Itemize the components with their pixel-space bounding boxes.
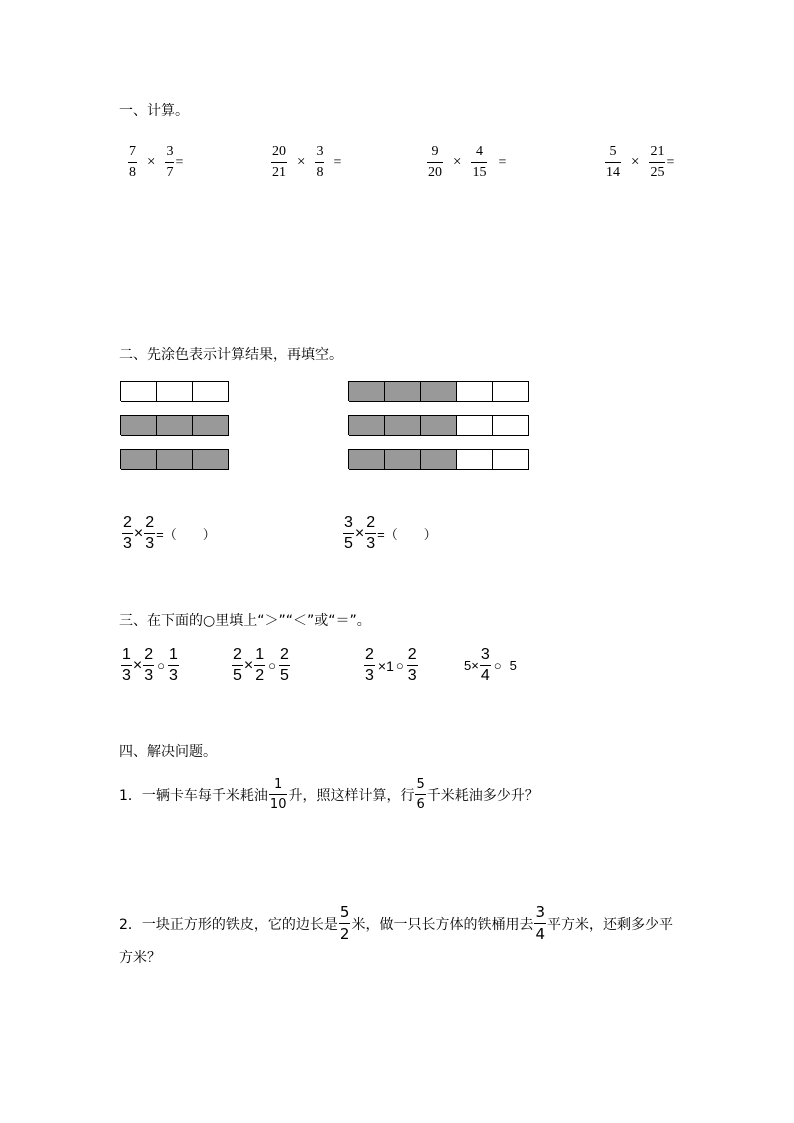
fraction: $\frac{3}{5}$ (344, 514, 353, 552)
fraction: $\frac{2}{5}$ (233, 646, 242, 684)
grid-cell-empty[interactable] (193, 381, 229, 402)
fraction: $\frac{1}{3}$ (122, 646, 131, 684)
fraction: $\frac{3}{4}$ (480, 646, 490, 684)
grid-cell-shaded[interactable] (193, 415, 229, 436)
section3-heading: 三、在下面的○里填上“＞”“＜”或“＝”。 (119, 613, 371, 629)
fraction: $\frac{5}{6}$ (416, 777, 425, 812)
grid-row (120, 381, 229, 401)
grid-cell-shaded[interactable] (421, 415, 457, 436)
compare-item-2: $\frac{2}{5}$ × $\frac{1}{2}$ ○ $\frac{2}{5}$ (233, 646, 289, 684)
grid-cell-empty[interactable] (493, 449, 529, 470)
fraction: $\frac{2}{3}$ (366, 514, 376, 552)
grid-cell-shaded[interactable] (349, 381, 385, 402)
fraction: $\frac{7}{8}$ (129, 144, 136, 180)
section2-heading: 二、先涂色表示计算结果，再填空。 (119, 347, 343, 363)
fraction: $\frac{2}{3}$ (123, 514, 132, 552)
grid-cell-empty[interactable] (157, 381, 193, 402)
grid-row (348, 381, 529, 401)
fill-blank-left: $\frac{2}{3}$ × $\frac{2}{3}$ =（ ） (123, 514, 216, 552)
compare-circle[interactable]: ○ (395, 658, 404, 673)
compare-item-4: 5× $\frac{3}{4}$ ○ 5 (464, 646, 517, 684)
grid-row (348, 449, 529, 469)
fraction: $\frac{9}{20}$ (428, 144, 442, 180)
grid-cell-shaded[interactable] (157, 415, 193, 436)
grid-row (120, 415, 229, 435)
shading-grid-right (348, 381, 529, 469)
fraction: $\frac{2}{3}$ (144, 646, 154, 684)
grid-cell-shaded[interactable] (193, 449, 229, 470)
word-problem-2-continued: 方米？ (119, 950, 161, 966)
grid-cell-shaded[interactable] (421, 381, 457, 402)
calc-problem-4: $\frac{5}{14}$ × $\frac{21}{25}$ = (606, 144, 675, 180)
grid-cell-empty[interactable] (457, 381, 493, 402)
word-problem-2: 2．一块正方形的铁皮，它的边长是 $\frac{5}{2}$ 米，做一只长方体的铁桶用去 $\frac{3}{4}$ 平方米，还剩多少平 (119, 903, 674, 943)
compare-circle[interactable]: ○ (493, 658, 502, 673)
grid-cell-shaded[interactable] (121, 415, 157, 436)
fraction: $\frac{2}{3}$ (407, 646, 417, 684)
word-problem-1: 1．一辆卡车每千米耗油 $\frac{1}{10}$ 升，照这样计算，行 $\frac{5}{6}$ 千米耗油多少升？ (119, 777, 539, 812)
shading-grid-left (120, 381, 229, 469)
fill-blank-right: $\frac{3}{5}$ × $\frac{2}{3}$ =（ ） (344, 514, 437, 552)
fraction: $\frac{1}{10}$ (269, 777, 287, 812)
compare-circle[interactable]: ○ (268, 658, 277, 673)
grid-cell-shaded[interactable] (385, 449, 421, 470)
compare-item-3: $\frac{2}{3}$ ×1 ○ $\frac{2}{3}$ (365, 646, 417, 684)
fraction: $\frac{3}{8}$ (316, 144, 324, 180)
answer-blank[interactable]: =（ ） (377, 527, 437, 542)
fraction: $\frac{3}{4}$ (535, 903, 546, 943)
fraction: $\frac{20}{21}$ (272, 144, 286, 180)
fraction: $\frac{1}{3}$ (169, 646, 178, 684)
compare-item-1: $\frac{1}{3}$ × $\frac{2}{3}$ ○ $\frac{1}{3}$ (122, 646, 178, 684)
answer-blank[interactable]: =（ ） (156, 527, 216, 542)
fraction: $\frac{5}{2}$ (339, 903, 350, 943)
calc-problem-1: $\frac{7}{8}$ × $\frac{3}{7}$ = (129, 144, 184, 180)
fraction: $\frac{2}{3}$ (365, 646, 374, 684)
grid-cell-shaded[interactable] (121, 449, 157, 470)
grid-cell-empty[interactable] (493, 415, 529, 436)
fraction: $\frac{5}{14}$ (606, 144, 620, 180)
calc-problem-2: $\frac{20}{21}$ × $\frac{3}{8}$ = (272, 144, 342, 180)
fraction: $\frac{21}{25}$ (650, 144, 665, 180)
grid-row (348, 415, 529, 435)
grid-cell-shaded[interactable] (385, 415, 421, 436)
fraction: $\frac{3}{7}$ (166, 144, 174, 180)
grid-cell-shaded[interactable] (349, 415, 385, 436)
compare-circle[interactable]: ○ (157, 658, 166, 673)
grid-cell-shaded[interactable] (385, 381, 421, 402)
fraction: $\frac{2}{3}$ (145, 514, 155, 552)
grid-cell-shaded[interactable] (349, 449, 385, 470)
grid-cell-empty[interactable] (457, 449, 493, 470)
fraction: $\frac{4}{15}$ (472, 144, 487, 180)
grid-cell-empty[interactable] (121, 381, 157, 402)
fraction: $\frac{2}{5}$ (280, 646, 289, 684)
section4-heading: 四、解决问题。 (119, 744, 217, 760)
grid-cell-empty[interactable] (493, 381, 529, 402)
section1-heading: 一、计算。 (119, 103, 189, 119)
grid-cell-shaded[interactable] (421, 449, 457, 470)
calc-problem-3: $\frac{9}{20}$ × $\frac{4}{15}$ = (428, 144, 507, 180)
grid-cell-shaded[interactable] (157, 449, 193, 470)
grid-row (120, 449, 229, 469)
grid-cell-empty[interactable] (457, 415, 493, 436)
fraction: $\frac{1}{2}$ (255, 646, 265, 684)
